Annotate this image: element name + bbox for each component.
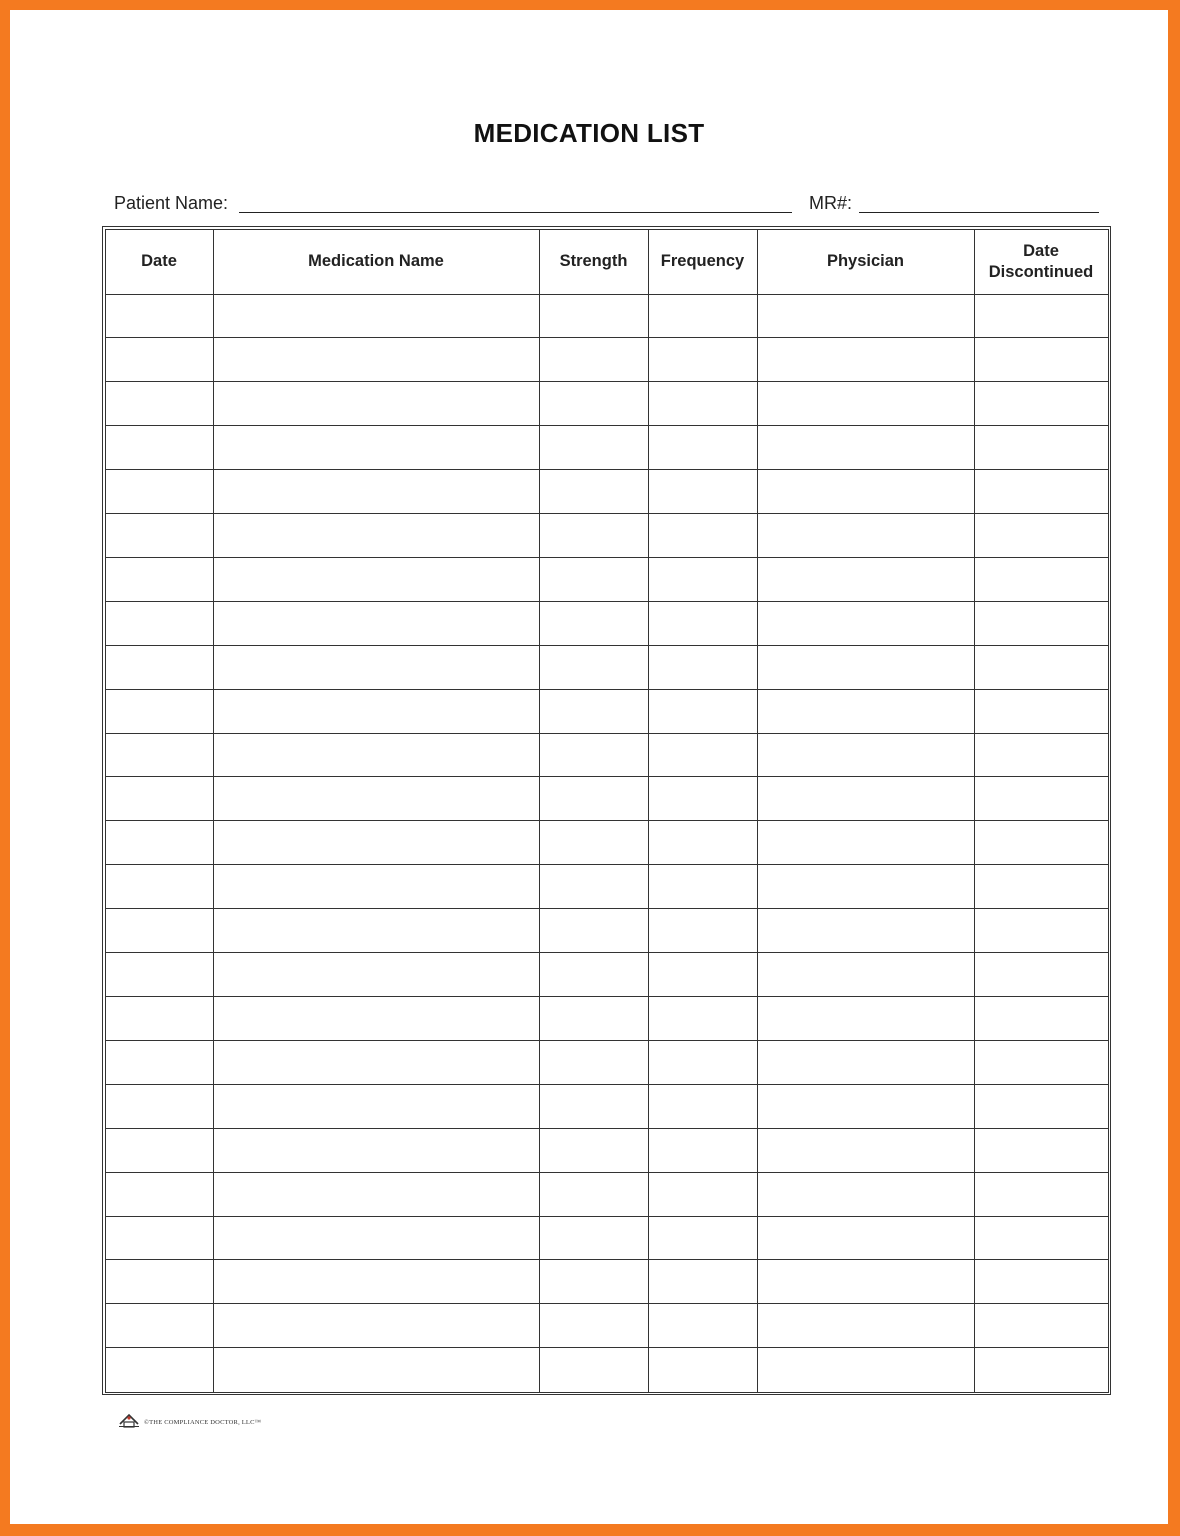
- table-row: [105, 514, 1108, 558]
- table-cell[interactable]: [648, 865, 757, 909]
- table-row: [105, 1040, 1108, 1084]
- table-cell[interactable]: [539, 470, 648, 514]
- table-cell[interactable]: [105, 1084, 213, 1128]
- table-cell[interactable]: [974, 1172, 1108, 1216]
- table-cell[interactable]: [757, 294, 974, 338]
- table-cell[interactable]: [105, 1304, 213, 1348]
- table-cell[interactable]: [539, 645, 648, 689]
- table-cell[interactable]: [757, 1172, 974, 1216]
- table-cell[interactable]: [648, 645, 757, 689]
- table-cell[interactable]: [539, 909, 648, 953]
- table-cell[interactable]: [105, 1260, 213, 1304]
- table-cell[interactable]: [213, 1260, 539, 1304]
- table-cell[interactable]: [757, 909, 974, 953]
- table-cell[interactable]: [539, 382, 648, 426]
- table-cell[interactable]: [757, 645, 974, 689]
- table-cell[interactable]: [105, 470, 213, 514]
- table-cell[interactable]: [213, 777, 539, 821]
- table-cell[interactable]: [757, 1348, 974, 1392]
- medication-table-frame: [102, 226, 1111, 1395]
- table-cell[interactable]: [105, 1216, 213, 1260]
- table-cell[interactable]: [757, 1216, 974, 1260]
- table-cell[interactable]: [757, 733, 974, 777]
- table-cell[interactable]: [757, 865, 974, 909]
- table-cell[interactable]: [648, 470, 757, 514]
- table-row: [105, 601, 1108, 645]
- table-cell[interactable]: [648, 1348, 757, 1392]
- table-cell[interactable]: [648, 953, 757, 997]
- table-cell[interactable]: [105, 514, 213, 558]
- table-row: [105, 953, 1108, 997]
- table-cell[interactable]: [648, 689, 757, 733]
- table-cell[interactable]: [105, 909, 213, 953]
- table-cell[interactable]: [213, 1084, 539, 1128]
- table-cell[interactable]: [974, 821, 1108, 865]
- table-cell[interactable]: [539, 1172, 648, 1216]
- table-cell[interactable]: [105, 1128, 213, 1172]
- table-cell[interactable]: [757, 382, 974, 426]
- patient-name-field[interactable]: [239, 212, 792, 213]
- header-frequency: Frequency: [648, 229, 757, 294]
- table-cell[interactable]: [974, 909, 1108, 953]
- table-cell[interactable]: [213, 645, 539, 689]
- table-row: [105, 909, 1108, 953]
- table-cell[interactable]: [213, 733, 539, 777]
- table-cell[interactable]: [974, 1084, 1108, 1128]
- table-row: [105, 338, 1108, 382]
- table-cell[interactable]: [539, 953, 648, 997]
- table-cell[interactable]: [757, 821, 974, 865]
- table-cell[interactable]: [974, 733, 1108, 777]
- table-row: [105, 1172, 1108, 1216]
- table-cell[interactable]: [105, 294, 213, 338]
- header-strength: Strength: [539, 229, 648, 294]
- table-cell[interactable]: [974, 470, 1108, 514]
- table-row: [105, 382, 1108, 426]
- table-cell[interactable]: [974, 294, 1108, 338]
- table-row: [105, 1260, 1108, 1304]
- table-cell[interactable]: [648, 909, 757, 953]
- table-cell[interactable]: [648, 733, 757, 777]
- footer: [118, 1412, 261, 1433]
- table-cell[interactable]: [757, 953, 974, 997]
- table-cell[interactable]: [213, 557, 539, 601]
- table-cell[interactable]: [757, 689, 974, 733]
- table-row: [105, 294, 1108, 338]
- table-cell[interactable]: [105, 733, 213, 777]
- table-cell[interactable]: [648, 821, 757, 865]
- table-cell[interactable]: [105, 382, 213, 426]
- mr-number-label: MR#:: [809, 193, 853, 213]
- table-cell[interactable]: [105, 645, 213, 689]
- table-cell[interactable]: [213, 821, 539, 865]
- form-page: [10, 10, 1168, 1524]
- table-row: [105, 1128, 1108, 1172]
- table-cell[interactable]: [648, 1084, 757, 1128]
- table-row: [105, 997, 1108, 1041]
- table-cell[interactable]: [974, 1348, 1108, 1392]
- table-cell[interactable]: [757, 601, 974, 645]
- table-cell[interactable]: [105, 777, 213, 821]
- table-row: [105, 645, 1108, 689]
- copyright-text: ©THE COMPLIANCE DOCTOR, LLC™: [144, 1419, 262, 1426]
- table-cell[interactable]: [648, 557, 757, 601]
- table-cell[interactable]: [539, 338, 648, 382]
- table-cell[interactable]: [974, 557, 1108, 601]
- table-cell[interactable]: [648, 777, 757, 821]
- table-cell[interactable]: [105, 689, 213, 733]
- header-physician: Physician: [757, 229, 974, 294]
- table-cell[interactable]: [974, 338, 1108, 382]
- table-cell[interactable]: [648, 338, 757, 382]
- table-cell[interactable]: [213, 294, 539, 338]
- table-cell[interactable]: [757, 426, 974, 470]
- table-cell[interactable]: [757, 514, 974, 558]
- table-row: [105, 1304, 1108, 1348]
- table-cell[interactable]: [539, 1040, 648, 1084]
- table-row: [105, 470, 1108, 514]
- table-cell[interactable]: [539, 689, 648, 733]
- table-cell[interactable]: [213, 426, 539, 470]
- table-cell[interactable]: [974, 1304, 1108, 1348]
- table-cell[interactable]: [648, 294, 757, 338]
- table-cell[interactable]: [105, 821, 213, 865]
- table-cell[interactable]: [974, 514, 1108, 558]
- table-cell[interactable]: [539, 1348, 648, 1392]
- table-cell[interactable]: [757, 997, 974, 1041]
- table-cell[interactable]: [105, 1348, 213, 1392]
- table-cell[interactable]: [539, 1128, 648, 1172]
- table-cell[interactable]: [974, 865, 1108, 909]
- table-cell[interactable]: [974, 1216, 1108, 1260]
- table-cell[interactable]: [648, 601, 757, 645]
- table-cell[interactable]: [213, 1040, 539, 1084]
- table-cell[interactable]: [648, 1128, 757, 1172]
- table-cell[interactable]: [648, 514, 757, 558]
- table-cell[interactable]: [974, 1260, 1108, 1304]
- table-cell[interactable]: [648, 1216, 757, 1260]
- table-cell[interactable]: [974, 689, 1108, 733]
- table-cell[interactable]: [757, 1304, 974, 1348]
- table-cell[interactable]: [213, 338, 539, 382]
- table-cell[interactable]: [105, 426, 213, 470]
- table-cell[interactable]: [974, 382, 1108, 426]
- table-cell[interactable]: [974, 601, 1108, 645]
- table-cell[interactable]: [105, 557, 213, 601]
- table-cell[interactable]: [648, 1172, 757, 1216]
- table-cell[interactable]: [974, 645, 1108, 689]
- table-row: [105, 1216, 1108, 1260]
- table-cell[interactable]: [213, 382, 539, 426]
- table-cell[interactable]: [539, 294, 648, 338]
- table-cell[interactable]: [974, 426, 1108, 470]
- table-cell[interactable]: [539, 1084, 648, 1128]
- table-cell[interactable]: [974, 1128, 1108, 1172]
- form-title: MEDICATION LIST: [473, 118, 705, 148]
- table-row: [105, 777, 1108, 821]
- table-row: [105, 865, 1108, 909]
- table-cell[interactable]: [213, 909, 539, 953]
- patient-name-label: Patient Name:: [114, 193, 229, 213]
- table-cell[interactable]: [539, 557, 648, 601]
- table-cell[interactable]: [539, 514, 648, 558]
- table-cell[interactable]: [213, 953, 539, 997]
- table-header-row: [105, 229, 1108, 294]
- table-cell[interactable]: [105, 953, 213, 997]
- table-cell[interactable]: [648, 1040, 757, 1084]
- table-cell[interactable]: [213, 601, 539, 645]
- table-cell[interactable]: [213, 1304, 539, 1348]
- table-cell[interactable]: [648, 997, 757, 1041]
- table-row: [105, 689, 1108, 733]
- header-date: Date: [105, 229, 213, 294]
- table-cell[interactable]: [105, 338, 213, 382]
- table-cell[interactable]: [105, 997, 213, 1041]
- table-cell[interactable]: [213, 1216, 539, 1260]
- table-cell[interactable]: [539, 601, 648, 645]
- table-cell[interactable]: [539, 821, 648, 865]
- table-cell[interactable]: [213, 1172, 539, 1216]
- table-cell[interactable]: [648, 1304, 757, 1348]
- table-cell[interactable]: [974, 997, 1108, 1041]
- table-cell[interactable]: [213, 1348, 539, 1392]
- table-cell[interactable]: [213, 470, 539, 514]
- table-row: [105, 426, 1108, 470]
- table-cell[interactable]: [974, 953, 1108, 997]
- table-cell[interactable]: [757, 1128, 974, 1172]
- table-cell[interactable]: [539, 777, 648, 821]
- table-cell[interactable]: [757, 1084, 974, 1128]
- compliance-doctor-logo-icon: [118, 1412, 140, 1433]
- table-cell[interactable]: [213, 514, 539, 558]
- table-cell[interactable]: [105, 865, 213, 909]
- table-cell[interactable]: [648, 382, 757, 426]
- table-cell[interactable]: [648, 426, 757, 470]
- header-medication-name: Medication Name: [213, 229, 539, 294]
- table-row: [105, 1348, 1108, 1392]
- table-cell[interactable]: [539, 865, 648, 909]
- table-body: [105, 294, 1108, 1392]
- table-cell[interactable]: [539, 997, 648, 1041]
- table-row: [105, 1084, 1108, 1128]
- mr-number-field[interactable]: [859, 212, 1099, 213]
- table-cell[interactable]: [757, 1260, 974, 1304]
- table-row: [105, 733, 1108, 777]
- table-cell[interactable]: [213, 1128, 539, 1172]
- table-cell[interactable]: [105, 601, 213, 645]
- table-cell[interactable]: [757, 338, 974, 382]
- table-cell[interactable]: [757, 470, 974, 514]
- table-row: [105, 557, 1108, 601]
- table-cell[interactable]: [757, 557, 974, 601]
- table-cell[interactable]: [105, 1040, 213, 1084]
- table-cell[interactable]: [213, 689, 539, 733]
- table-cell[interactable]: [757, 1040, 974, 1084]
- table-cell[interactable]: [539, 1304, 648, 1348]
- table-cell[interactable]: [648, 1260, 757, 1304]
- table-cell[interactable]: [105, 1172, 213, 1216]
- medication-table: [105, 229, 1109, 1393]
- header-date-discontinued: Date Discontinued: [974, 229, 1108, 294]
- table-cell[interactable]: [539, 1216, 648, 1260]
- table-cell[interactable]: [539, 1260, 648, 1304]
- table-cell[interactable]: [757, 777, 974, 821]
- table-row: [105, 821, 1108, 865]
- table-cell[interactable]: [974, 777, 1108, 821]
- table-cell[interactable]: [213, 865, 539, 909]
- table-cell[interactable]: [539, 733, 648, 777]
- table-cell[interactable]: [213, 997, 539, 1041]
- table-cell[interactable]: [974, 1040, 1108, 1084]
- table-cell[interactable]: [539, 426, 648, 470]
